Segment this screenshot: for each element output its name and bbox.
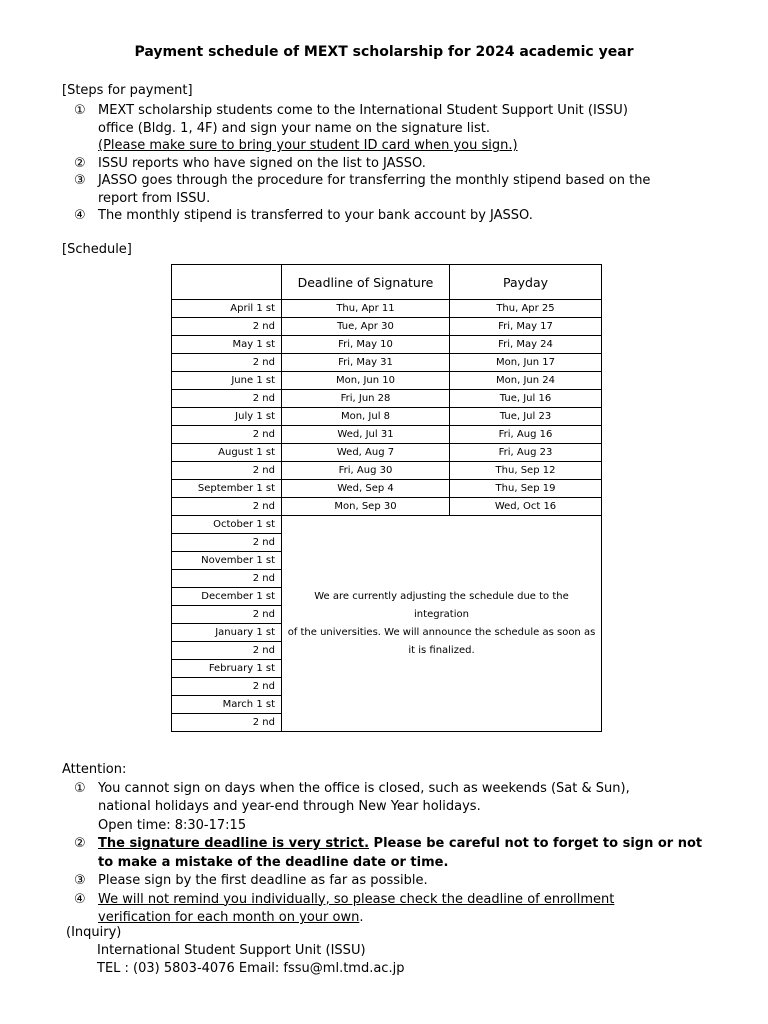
period-cell: June 1 st: [172, 372, 282, 390]
period-cell: August 1 st: [172, 444, 282, 462]
pending-note-line: it is finalized.: [408, 644, 475, 656]
period-cell: February 1 st: [172, 660, 282, 678]
period-cell: April 1 st: [172, 300, 282, 318]
period-cell: 2 nd: [172, 498, 282, 516]
attention-text-line: You cannot sign on days when the office is closed, such as weekends (Sat & Sun),: [98, 780, 630, 796]
attention-text-line: We will not remind you individually, so please check the deadline of enrollment: [98, 891, 615, 907]
deadline-cell: Thu, Apr 11: [282, 300, 450, 318]
payday-cell: Tue, Jul 16: [450, 390, 602, 408]
deadline-cell: Fri, May 31: [282, 354, 450, 372]
step-text-line: JASSO goes through the procedure for transferring the monthly stipend based on the: [98, 173, 651, 188]
period-cell: September 1 st: [172, 480, 282, 498]
schedule-pending-note: [282, 516, 602, 732]
inquiry-unit: International Student Support Unit (ISSU): [97, 943, 366, 958]
schedule-table-body: [172, 300, 602, 732]
steps-list: [74, 102, 650, 225]
table-row: [172, 372, 602, 390]
period-cell: October 1 st: [172, 516, 282, 534]
period-cell: 2 nd: [172, 678, 282, 696]
payday-cell: Fri, Aug 23: [450, 444, 602, 462]
attention-item: [74, 872, 702, 891]
period-cell: March 1 st: [172, 696, 282, 714]
deadline-cell: Wed, Sep 4: [282, 480, 450, 498]
attention-number: ②: [74, 836, 86, 851]
deadline-cell: Fri, Jun 28: [282, 390, 450, 408]
attention-section: [62, 761, 703, 928]
table-row: [172, 354, 602, 372]
table-row: [172, 408, 602, 426]
period-cell: 2 nd: [172, 714, 282, 732]
attention-number: ④: [74, 891, 86, 907]
attention-open-time: Open time: 8:30-17:15: [98, 817, 247, 833]
step-note: (Please make sure to bring your student ID card when you sign.): [98, 138, 518, 153]
period-cell: 2 nd: [172, 534, 282, 552]
period-cell: December 1 st: [172, 588, 282, 606]
payday-cell: Fri, May 17: [450, 318, 602, 336]
table-row: [172, 300, 602, 318]
period-cell: 2 nd: [172, 642, 282, 660]
step-text-line: The monthly stipend is transferred to your bank account by JASSO.: [98, 208, 533, 223]
deadline-cell: Mon, Jul 8: [282, 408, 450, 426]
step-item: [74, 172, 650, 207]
deadline-cell: Wed, Aug 7: [282, 444, 450, 462]
period-cell: 2 nd: [172, 570, 282, 588]
table-row: [172, 426, 602, 444]
pending-note-line: of the universities. We will announce the schedule as soon as: [287, 626, 596, 638]
header-cell-period: [172, 265, 282, 300]
table-row: [172, 480, 602, 498]
table-row: [172, 444, 602, 462]
deadline-cell: Fri, May 10: [282, 336, 450, 354]
step-number: ④: [74, 208, 86, 223]
table-row-pending: [172, 516, 602, 534]
attention-text-tail: .: [359, 910, 364, 925]
attention-number: ③: [74, 873, 86, 888]
step-number: ③: [74, 173, 86, 188]
payday-cell: Mon, Jun 17: [450, 354, 602, 372]
deadline-cell: Mon, Sep 30: [282, 498, 450, 516]
schedule-heading: [Schedule]: [62, 242, 132, 257]
step-item: [74, 155, 650, 173]
attention-text-line: Please be careful not to forget to sign or not: [369, 836, 703, 851]
payday-cell: Thu, Sep 12: [450, 462, 602, 480]
period-cell: 2 nd: [172, 390, 282, 408]
attention-item: [74, 780, 702, 836]
step-item: [74, 207, 650, 225]
header-cell-deadline: Deadline of Signature: [282, 265, 450, 300]
period-cell: January 1 st: [172, 624, 282, 642]
inquiry-heading: (Inquiry): [66, 925, 122, 940]
period-cell: July 1 st: [172, 408, 282, 426]
payday-cell: Mon, Jun 24: [450, 372, 602, 390]
payday-cell: Thu, Sep 19: [450, 480, 602, 498]
attention-item: [74, 891, 702, 928]
header-cell-payday: Payday: [450, 265, 602, 300]
deadline-cell: Mon, Jun 10: [282, 372, 450, 390]
attention-text-line: Please sign by the first deadline as far as possible.: [98, 873, 428, 888]
payday-cell: Thu, Apr 25: [450, 300, 602, 318]
attention-text-line: to make a mistake of the deadline date or time.: [98, 854, 449, 870]
attention-heading: Attention:: [62, 762, 127, 777]
period-cell: November 1 st: [172, 552, 282, 570]
table-row: [172, 462, 602, 480]
period-cell: 2 nd: [172, 606, 282, 624]
period-cell: 2 nd: [172, 462, 282, 480]
table-row: [172, 498, 602, 516]
step-item: [74, 102, 650, 155]
deadline-cell: Tue, Apr 30: [282, 318, 450, 336]
payday-cell: Fri, Aug 16: [450, 426, 602, 444]
table-header-row: [172, 265, 602, 300]
step-text-line: report from ISSU.: [98, 190, 211, 206]
deadline-cell: Wed, Jul 31: [282, 426, 450, 444]
step-number: ①: [74, 103, 86, 118]
table-row: [172, 390, 602, 408]
payday-cell: Fri, May 24: [450, 336, 602, 354]
inquiry-contact: TEL : (03) 5803-4076 Email: fssu@ml.tmd.ac.jp: [97, 961, 405, 976]
schedule-table: [171, 264, 602, 732]
page-title: Payment schedule of MEXT scholarship for 2024 academic year: [134, 44, 634, 60]
step-text-line: office (Bldg. 1, 4F) and sign your name on the signature list.: [98, 120, 491, 136]
period-cell: May 1 st: [172, 336, 282, 354]
period-cell: 2 nd: [172, 318, 282, 336]
step-text-line: MEXT scholarship students come to the International Student Support Unit (ISSU): [98, 103, 628, 118]
step-text-line: ISSU reports who have signed on the list to JASSO.: [98, 155, 426, 171]
payday-cell: Wed, Oct 16: [450, 498, 602, 516]
table-row: [172, 318, 602, 336]
attention-text-line: verification for each month on your own: [98, 910, 360, 925]
steps-heading: [Steps for payment]: [62, 83, 193, 98]
pending-note-line: We are currently adjusting the schedule due to the integration: [314, 590, 569, 620]
attention-number: ①: [74, 780, 86, 796]
attention-text-line: national holidays and year-end through New Year holidays.: [98, 799, 481, 814]
step-number: ②: [74, 155, 86, 171]
period-cell: 2 nd: [172, 426, 282, 444]
period-cell: 2 nd: [172, 354, 282, 372]
payday-cell: Tue, Jul 23: [450, 408, 602, 426]
table-row: [172, 336, 602, 354]
deadline-cell: Fri, Aug 30: [282, 462, 450, 480]
attention-item: [74, 835, 702, 872]
deadline-strict-warning: The signature deadline is very strict.: [98, 836, 370, 851]
